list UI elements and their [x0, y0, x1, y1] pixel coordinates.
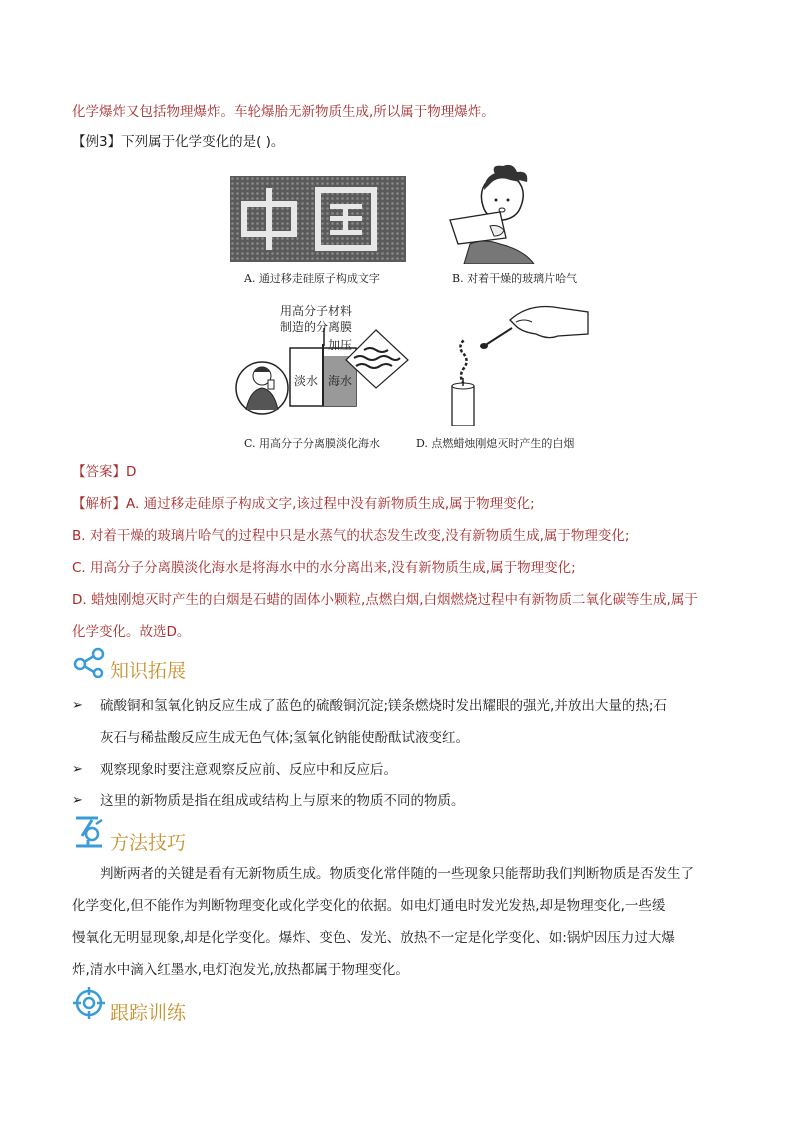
analysis-line-4: D. 蜡烛刚熄灭时产生的白烟是石蜡的固体小颗粒,点燃白烟,白烟燃烧过程中有新物质二氧化碳等生成,属于 [72, 592, 698, 608]
figure-c-label-sea: 海水 [328, 374, 353, 388]
intro-text: 化学爆炸又包括物理爆炸。车轮爆胎无新物质生成,所以属于物理爆炸。 [72, 104, 495, 120]
analysis-line-5: 化学变化。故选D。 [72, 624, 191, 640]
knowledge-section-header [72, 646, 186, 682]
knowledge-bullet-1-line-1: 硫酸铜和氢氧化钠反应生成了蓝色的硫酸铜沉淀;镁条燃烧时发出耀眼的强光,并放出大量的热;石 [100, 698, 667, 714]
figure-c-caption: C. 用高分子分离膜淡化海水 [244, 437, 381, 450]
figure-d-caption: D. 点燃蜡烛刚熄灭时产生的白烟 [416, 437, 575, 450]
analysis-line-3: C. 用高分子分离膜淡化海水是将海水中的水分离出来,没有新物质生成,属于物理变化; [72, 560, 576, 576]
analysis-line-1: 【解析】A. 通过移走硅原子构成文字,该过程中没有新物质生成,属于物理变化; [72, 496, 535, 512]
figure-b-caption: B. 对着干燥的玻璃片哈气 [452, 272, 578, 285]
method-line-1: 判断两者的关键是看有无新物质生成。物质变化常伴随的一些现象只能帮助我们判断物质是否发生了 [100, 866, 694, 882]
training-section-header [72, 988, 186, 1024]
figure-c-label-press: 加压 [328, 338, 353, 352]
figure-d-image [440, 300, 590, 426]
knowledge-section-title: 知识拓展 [110, 660, 187, 682]
example-question: 【例3】下列属于化学变化的是( )。 [72, 134, 285, 150]
answer-text: 【答案】D [72, 464, 137, 480]
microscope-icon [72, 814, 106, 854]
figure-c-label-fresh: 淡水 [294, 374, 319, 388]
method-line-2: 化学变化,但不能作为判断物理变化或化学变化的依据。如电灯通电时发光发热,却是物理变化,一些缓 [72, 898, 666, 914]
knowledge-bullet-2: 观察现象时要注意观察反应前、反应中和反应后。 [100, 762, 397, 778]
analysis-line-2: B. 对着干燥的玻璃片哈气的过程中只是水蒸气的状态发生改变,没有新物质生成,属于物理变化; [72, 528, 630, 544]
figure-c-label-top1: 用高分子材料 [280, 304, 353, 318]
bullet-arrow-icon: ➢ [72, 793, 83, 808]
target-icon [72, 986, 106, 1024]
method-section-header [72, 818, 186, 854]
figure-c-label-top2: 制造的分离膜 [280, 320, 353, 334]
figure-b-image [440, 164, 558, 264]
training-section-title: 跟踪训练 [110, 1002, 187, 1024]
method-line-4: 炸,清水中滴入红墨水,电灯泡发光,放热都属于物理变化。 [72, 962, 409, 978]
figure-a-caption: A. 通过移走硅原子构成文字 [244, 272, 380, 285]
method-section-title: 方法技巧 [110, 832, 187, 854]
knowledge-bullet-1-line-2: 灰石与稀盐酸反应生成无色气体;氢氧化钠能使酚酞试液变红。 [100, 730, 470, 746]
method-line-3: 慢氧化无明显现象,却是化学变化。爆炸、变色、发光、放热不一定是化学变化、如:锅炉因压力过大爆 [72, 930, 675, 946]
figure-a-image [230, 176, 406, 262]
figure-c-image [234, 300, 410, 426]
bullet-arrow-icon: ➢ [72, 762, 83, 777]
knowledge-bullet-3: 这里的新物质是指在组成或结构上与原来的物质不同的物质。 [100, 793, 465, 809]
bullet-arrow-icon: ➢ [72, 698, 83, 713]
share-nodes-icon [72, 646, 106, 682]
